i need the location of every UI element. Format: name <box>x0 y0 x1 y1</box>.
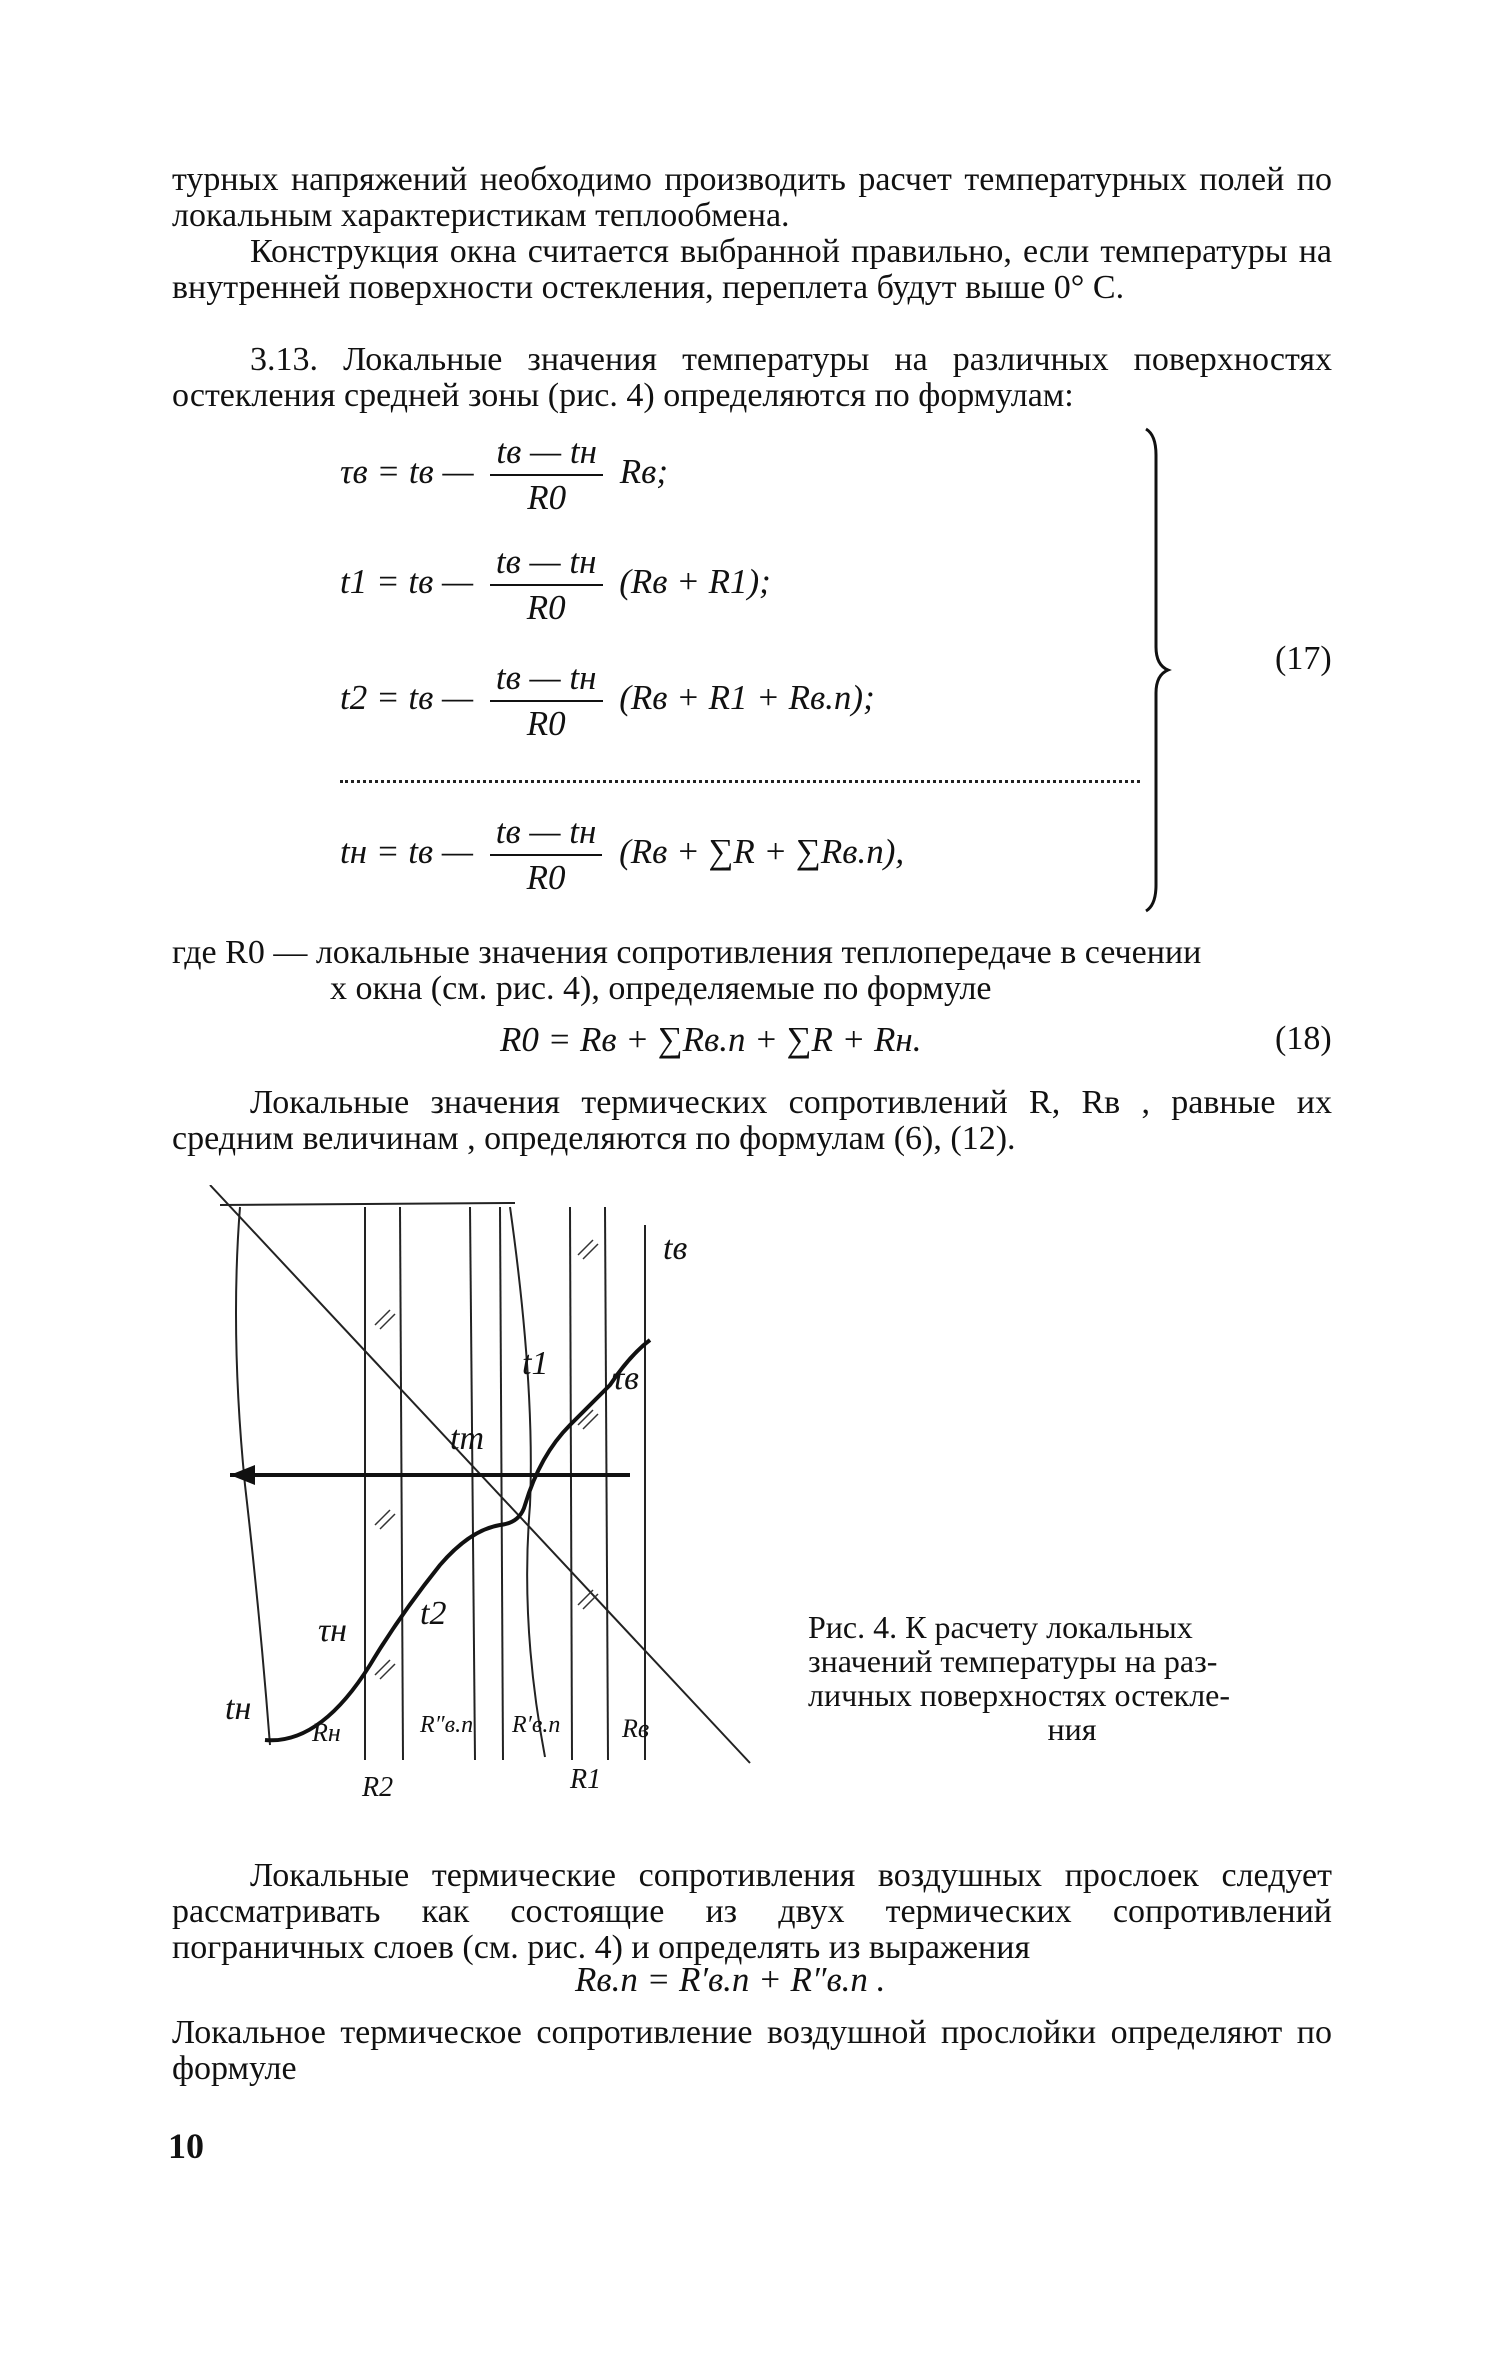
paragraph-air-layers: Локальные термические сопротивления воздушных прослоек следует рассматривать как состоящие из двух термических сопротивлений пограничных слоев (см. рис. 4) и определять из выражения <box>172 1857 1332 1966</box>
eq17-row1-fraction: $\frac{tв — tн}{R0}$ <box>490 432 603 518</box>
label-rn: Rн <box>312 1718 341 1747</box>
eq17-number: (17) <box>1275 640 1332 677</box>
paragraph-window-design: Конструкция окна считается выбранной правильно, если температуры на внутренней поверхности остекления, переплета будут выше 0° С. <box>172 233 1332 306</box>
label-tv: tв <box>663 1230 688 1267</box>
paragraph-3-13: 3.13. Локальные значения температуры на различных поверхностях остекления средней зоны (рис. 4) определяются по формулам: <box>172 341 1332 414</box>
glass-pane-lines <box>365 1207 645 1760</box>
eq17-row3-fraction: $\frac{tв — tн}{R0}$ <box>490 658 603 744</box>
temperature-curve <box>265 1340 650 1740</box>
eq17-row2: t1 = tв — $\frac{tв — tн}{R0}$ (Rв + R1); <box>340 542 771 627</box>
label-tn: tн <box>225 1690 252 1727</box>
page-number: 10 <box>168 2126 204 2166</box>
glass-hatching <box>375 1240 598 1679</box>
eq18: R0 = Rв + ∑Rв.п + ∑R + Rн. <box>500 1020 922 1059</box>
eq17-row3: t2 = tв — $\frac{tв — tн}{R0}$ (Rв + R1 + Rв.п); <box>340 658 875 743</box>
figure-4-diagram <box>200 1185 760 1805</box>
paragraph-air-layer-formula: Локальное термическое сопротивление воздушной прослойки определяют по формуле <box>172 2014 1332 2087</box>
eq17-row2-fraction: $\frac{tв — tн}{R0}$ <box>490 542 603 628</box>
label-tau-n: τн <box>318 1612 348 1649</box>
paragraph-intro: турных напряжений необходимо производить расчет температурных полей по локальным характеристикам теплообмена. <box>172 161 1332 234</box>
label-rvp1: R′в.п <box>512 1712 561 1738</box>
label-r1: R1 <box>570 1764 602 1795</box>
eq-air-layer-sum: Rв.п = R′в.п + R″в.п . <box>575 1960 886 1999</box>
eq17-row4: tн = tв — $\frac{tв — tн}{R0}$ (Rв + ∑R + ∑Rв.п), <box>340 812 905 897</box>
label-r2: R2 <box>362 1772 394 1803</box>
label-rvp2: R″в.п <box>420 1712 474 1738</box>
paragraph-local-values: Локальные значения термических сопротивлений R, Rв , равные их средним величинам , определяются по формулам (6), (12). <box>172 1084 1332 1157</box>
eq17-dotted-separator <box>340 780 1140 783</box>
eq17-row1: τв = tв — $\frac{tв — tн}{R0}$ Rв; <box>340 432 668 517</box>
paragraph-where-r0-cont: x окна (см. рис. 4), определяемые по формуле <box>330 970 992 1007</box>
label-tm: tm <box>450 1420 484 1457</box>
label-t1: t1 <box>522 1345 549 1382</box>
figure-4-caption: Рис. 4. К расчету локальных значений температуры на раз- личных поверхностях остекле- ния <box>808 1609 1231 1747</box>
paragraph-where-r0: где R0 — локальные значения сопротивления теплопередаче в сечении <box>172 934 1202 971</box>
eq17-brace <box>1138 425 1178 915</box>
label-t2: t2 <box>420 1595 447 1632</box>
eq18-number: (18) <box>1275 1020 1332 1057</box>
eq17-row4-fraction: $\frac{tв — tн}{R0}$ <box>490 812 603 898</box>
label-tau-v: τв <box>612 1360 639 1397</box>
label-rv: Rв <box>622 1714 650 1743</box>
